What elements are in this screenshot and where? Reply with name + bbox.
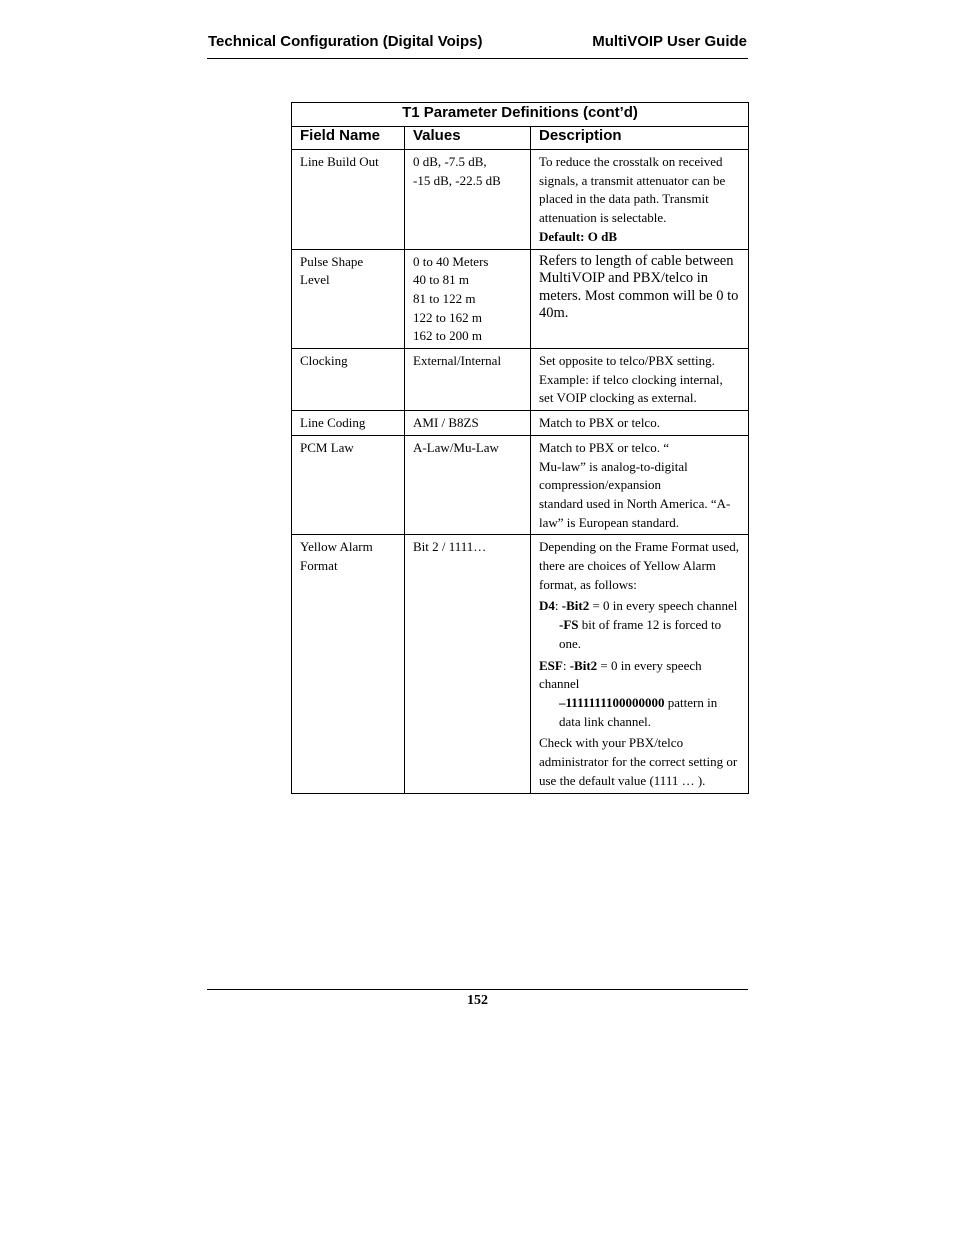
d4-bit2: -Bit2 [561,598,590,614]
column-header-values: Values [405,127,531,150]
table-row [292,249,749,349]
running-header [207,33,748,59]
values-cell: A-Law/Mu-Law [405,435,531,535]
t1-parameter-table [291,102,749,794]
yellow-alarm-intro: Depending on the Frame Format used, there are choices of Yellow Alarm format, as follows: [539,539,740,592]
field-name-cell: Line Build Out [292,150,405,250]
values-cell: Bit 2 / 1111… [405,535,531,793]
section-title: Technical Configuration (Digital Voips) [208,33,483,50]
values-cell: 0 to 40 Meters 40 to 81 m 81 to 122 m 122 to 162 m 162 to 200 m [405,249,531,349]
description-cell: Match to PBX or telco. “ Mu-law” is analog-to-digital compression/expansion standard used in North America. “A-law” is European standard. [531,435,749,535]
values-cell: External/Internal [405,349,531,411]
field-name-cell: PCM Law [292,435,405,535]
description-cell: Match to PBX or telco. [531,411,749,436]
description-cell: Set opposite to telco/PBX setting. Example: if telco clocking internal, set VOIP clocking as external. [531,349,749,411]
values-cell: AMI / B8ZS [405,411,531,436]
column-header-field-name: Field Name [292,127,405,150]
table-row [292,535,749,793]
field-name-cell: Clocking [292,349,405,411]
table-row [292,349,749,411]
page-footer [207,989,748,1009]
d4-label: D4 [539,598,555,614]
yellow-alarm-outro: Check with your PBX/telco administrator for the correct setting or use the default value (1111 … ). [539,735,738,788]
table-row [292,411,749,436]
guide-title: MultiVOIP User Guide [592,33,747,50]
esf-pattern: –1111111100000000 [559,694,665,710]
default-value: Default: O dB [539,228,617,244]
table-row [292,435,749,535]
d4-fs: -FS [559,617,579,633]
esf-label: ESF [539,657,563,673]
d4-option: D4: -Bit2 = 0 in every speech channel -FS bit of frame 12 is forced to one. [539,598,738,651]
table-row [292,150,749,250]
esf-option: ESF: -Bit2 = 0 in every speech channel –1111111100000000 pattern in data link channel. [539,657,718,729]
description-cell [531,535,749,793]
field-name-cell: Pulse Shape Level [292,249,405,349]
field-name-cell: Yellow Alarm Format [292,535,405,793]
table-caption: T1 Parameter Definitions (cont’d) [292,103,749,127]
description-cell [531,150,749,250]
page-number: 152 [467,993,488,1008]
column-header-description: Description [531,127,749,150]
field-name-cell: Line Coding [292,411,405,436]
column-headers [292,127,749,150]
esf-bit2: -Bit2 [569,657,598,673]
description-cell: Refers to length of cable between MultiVOIP and PBX/telco in meters. Most common will be 0 to 40m. [531,249,749,349]
description-text: To reduce the crosstalk on received signals, a transmit attenuator can be placed in the data path. Transmit attenuation is selectable. [539,154,726,226]
values-cell: 0 dB, -7.5 dB, -15 dB, -22.5 dB [405,150,531,250]
